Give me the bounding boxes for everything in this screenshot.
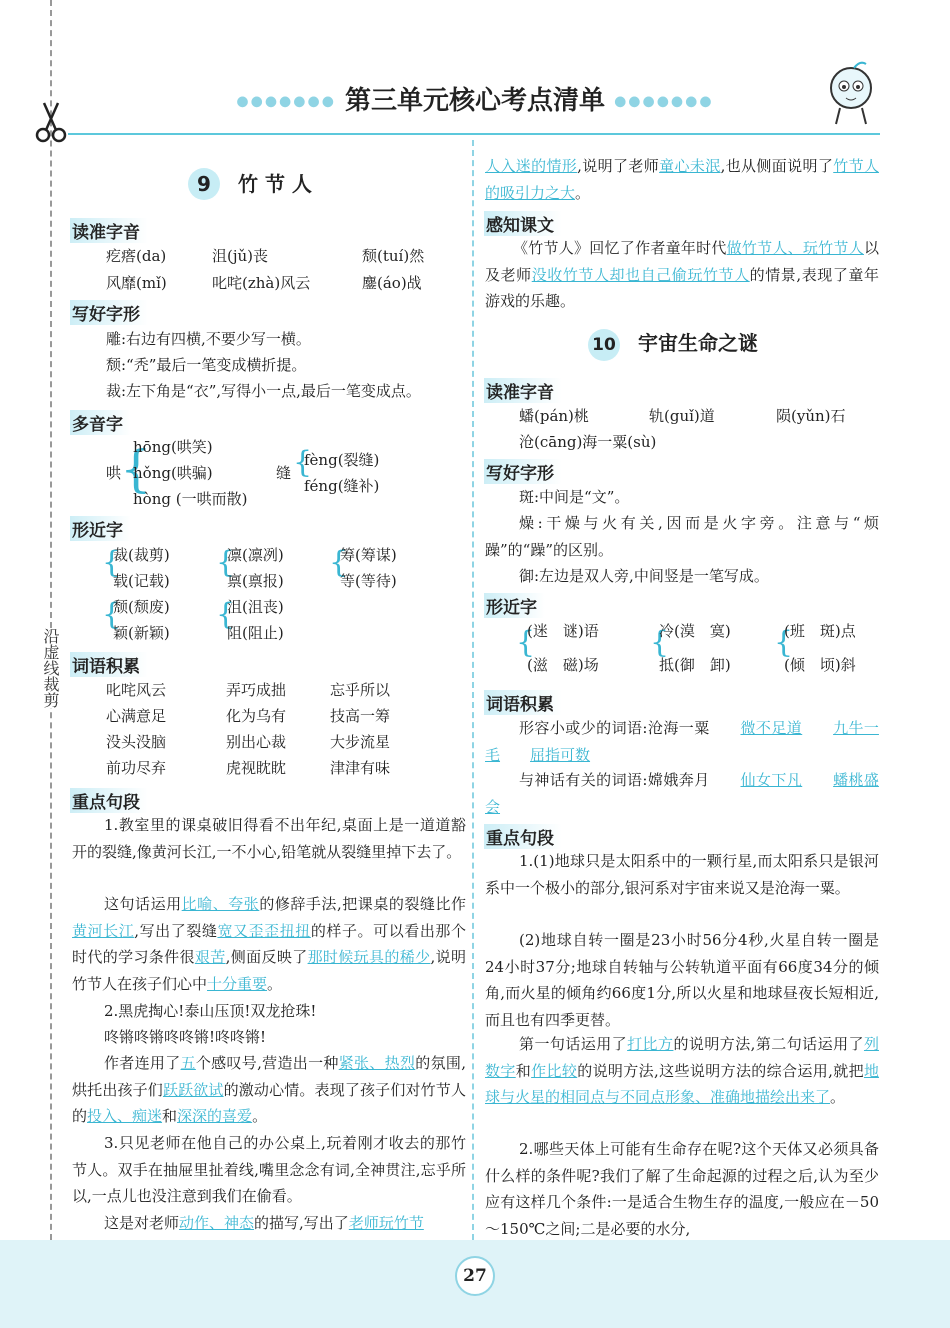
answer-blank: 蟠桃盛会 (485, 771, 879, 816)
text: 这句话运用 (104, 895, 182, 913)
text: 的说明方法,这些说明方法的综合运用,就把 (577, 1061, 864, 1080)
answer-blank: 艰苦 (194, 948, 226, 966)
text: 。 (830, 1088, 846, 1106)
page-number: 27 (455, 1256, 495, 1296)
answer-blank: 黄河长江 (72, 921, 135, 940)
answer-blank: 比喻、夸张 (181, 895, 260, 913)
analysis-paragraph (485, 715, 879, 768)
word-item: 别出心裁 (226, 733, 287, 751)
text: 。 (575, 183, 591, 202)
analysis-paragraph (485, 1031, 879, 1111)
word-item: 前功尽弃 (106, 759, 167, 777)
text: 第一句话运用了 (519, 1035, 628, 1053)
section-heading: 写好字形 (70, 300, 148, 325)
brace-icon: { (216, 597, 236, 632)
brace-icon: { (650, 625, 670, 660)
char-item: 凛(凛冽) (227, 546, 284, 564)
section-heading: 词语积累 (70, 652, 148, 677)
pinyin-item: 轨(guǐ)道 (649, 407, 715, 425)
answer-blank: 老师玩竹节 (348, 1214, 424, 1232)
pinyin-item: 叱咤(zhà)风云 (212, 274, 311, 292)
brace-icon: { (516, 625, 536, 660)
text: 作者连用了 (104, 1054, 181, 1072)
lesson-10-heading (588, 327, 758, 361)
answer-blank: 那时候玩具的稀少 (307, 948, 431, 966)
answer-blank: 列数字 (485, 1035, 879, 1080)
paragraph: 燥:干燥与火有关,因而是火字旁。注意与“烦躁”的“躁”的区别。 (485, 514, 879, 559)
analysis-paragraph (485, 767, 879, 820)
text: 的激动心情。表现了孩子们对竹节人的 (72, 1080, 466, 1125)
answer-blank: 紧张、热烈 (338, 1054, 416, 1072)
text: 的氛围,烘托出孩子们 (72, 1054, 466, 1099)
char-item: 裁(裁剪) (113, 546, 170, 564)
text: 这是对老师 (104, 1214, 180, 1232)
pinyin-item: 陨(yǔn)石 (776, 407, 846, 425)
lesson-title: 竹 节 人 (238, 172, 312, 196)
word-item: 叱咤风云 (106, 681, 167, 699)
section-heading: 读准字音 (70, 218, 148, 243)
text: 和 (515, 1061, 532, 1080)
char-item: 沮(沮丧) (227, 598, 284, 616)
text: ,侧面反映了 (225, 948, 308, 966)
answer-blank: 五 (180, 1054, 196, 1072)
lesson-title: 宇宙生命之谜 (638, 331, 758, 355)
reading-item: hōng(哄笑) (133, 438, 213, 456)
word-item: 心满意足 (106, 707, 167, 725)
paragraph: 3.只见老师在他自己的办公桌上,玩着刚才收去的那竹节人。双手在抽屉里扯着线,嘴里念念有词,全神贯注,忘乎所以,一点儿也没注意到我们在偷看。 (72, 1134, 466, 1205)
lesson-number: 9 (188, 168, 220, 200)
answer-blank: 动作、神态 (179, 1214, 255, 1232)
answer-blank: 作比较 (531, 1061, 578, 1080)
paragraph: 2.哪些天体上可能有生命存在呢?这个天体又必须具备什么样的条件呢?我们了解了生命起源的过程之后,认为至少应有这样几个条件:一是适合生物生存的温度,一般应在－50～150℃之间;二是必要的水分, (485, 1140, 879, 1238)
word-item: 大步流星 (330, 733, 391, 751)
text-line: 御:左边是双人旁,中间竖是一笔写成。 (519, 567, 769, 585)
text: 以及老师 (485, 239, 879, 284)
answer-blank: 人入迷的情形 (485, 157, 578, 175)
char-item: 阻(阻止) (227, 624, 284, 642)
section-heading: 读准字音 (484, 378, 562, 403)
answer-blank: 宽又歪歪扭扭 (217, 921, 311, 940)
analysis-paragraph (485, 235, 879, 315)
char-item: 等(等待) (340, 572, 397, 590)
pinyin-item: 疙瘩(da) (106, 247, 167, 265)
text-line: 颓:“秃”最后一笔变成横折提。 (106, 356, 307, 374)
char-item: (迷 谜)语 (527, 622, 599, 640)
text-line: 裁:左下角是“衣”,写得小一点,最后一笔变成点。 (106, 382, 421, 400)
section-heading: 词语积累 (484, 690, 562, 715)
answer-blank: 仙女下凡 (740, 771, 803, 789)
lesson-9-heading (188, 168, 312, 200)
text: 。 (267, 974, 283, 993)
answer-blank: 九牛一毛 (485, 719, 879, 764)
char-item: 颓(颓废) (113, 598, 170, 616)
section-heading: 感知课文 (484, 211, 562, 236)
reading-item: fèng(裂缝) (304, 451, 380, 469)
reading-item: hòng (一哄而散) (133, 490, 248, 508)
text: 。 (252, 1107, 268, 1125)
brace-icon: { (216, 545, 236, 580)
text: 的情景,表现了童年游戏的乐趣。 (485, 265, 879, 310)
page-title-bar: ●●●●●●● 第三单元核心考点清单 ●●●●●●● (236, 86, 714, 116)
text: 的修辞手法,把课桌的裂缝比作 (259, 895, 466, 913)
word-item: 虎视眈眈 (226, 759, 287, 777)
char-item: 颖(新颖) (113, 624, 170, 642)
brace-icon: { (293, 445, 313, 480)
pinyin-item: 沧(cāng)海一粟(sù) (519, 433, 657, 451)
answer-blank: 屈指可数 (530, 745, 591, 764)
text: ,也从侧面说明了 (720, 157, 834, 175)
brace-icon: { (120, 440, 152, 498)
answer-blank: 十分重要 (207, 974, 268, 993)
pinyin-item: 蟠(pán)桃 (519, 407, 589, 425)
answer-blank: 没收竹节人却也自己偷玩竹节人 (531, 265, 750, 284)
word-item: 弄巧成拙 (226, 681, 287, 699)
answer-blank: 投入、痴迷 (87, 1107, 163, 1125)
char-item: 抵(御 卸) (659, 656, 731, 674)
text: 和 (162, 1107, 178, 1125)
brace-icon: { (774, 625, 794, 660)
cut-line (50, 0, 52, 1250)
word-item: 技高一筹 (330, 707, 391, 725)
char-item: 冷(漠 寞) (659, 622, 731, 640)
text: ,写出了裂缝 (134, 921, 218, 940)
text: 《竹节人》回忆了作者童年时代 (513, 239, 727, 257)
answer-blank: 地球与火星的相同点与不同点形象、准确地描绘出来了 (485, 1061, 879, 1106)
mascot-icon (818, 58, 884, 130)
section-heading: 重点句段 (70, 788, 148, 813)
text-line: 斑:中间是“文”。 (519, 488, 630, 506)
text: 的说明方法,第二句话运用了 (673, 1035, 864, 1053)
analysis-paragraph (485, 153, 879, 206)
char-item: 载(记载) (113, 572, 170, 590)
char-item: 筹(筹谋) (340, 546, 397, 564)
text: 形容小或少的词语:沧海一粟 (519, 719, 710, 737)
column-divider (472, 140, 474, 1240)
answer-blank: 深深的喜爱 (177, 1107, 253, 1125)
reading-item: hǒng(哄骗) (133, 464, 213, 482)
paragraph: 1.(1)地球只是太阳系中的一颗行星,而太阳系只是银河系中一个极小的部分,银河系对宇宙来说又是沧海一粟。 (485, 852, 879, 897)
polyphone-char: 哄 (106, 464, 122, 482)
char-item: (倾 顷)斜 (784, 656, 856, 674)
paragraph: (2)地球自转一圈是23小时56分4秒,火星自转一圈是24小时37分;地球自转轴与公转轨道平面有66度34分的倾角,而火星的倾角约66度1分,所以火星和地球昼夜长短相近,而且也有四季更替。 (485, 931, 879, 1029)
brace-icon: { (329, 545, 349, 580)
lesson-number: 10 (588, 329, 620, 361)
section-heading: 形近字 (70, 516, 131, 541)
answer-blank: 童心未泯 (659, 157, 721, 175)
answer-blank: 微不足道 (740, 719, 803, 737)
char-item: (滋 磁)场 (527, 656, 599, 674)
char-item: 禀(禀报) (227, 572, 284, 590)
text-line: 雕:右边有四横,不要少写一横。 (106, 330, 311, 348)
brace-icon: { (102, 597, 122, 632)
page-title: 第三单元核心考点清单 (344, 86, 605, 116)
pinyin-item: 沮(jǔ)丧 (212, 247, 269, 265)
polyphone-char: 缝 (276, 464, 292, 482)
text: 与神话有关的词语:嫦娥奔月 (519, 771, 710, 789)
word-item: 没头没脑 (106, 733, 167, 751)
brace-icon: { (102, 545, 122, 580)
answer-blank: 跃跃欲试 (162, 1080, 224, 1099)
answer-blank: 竹节人的吸引力之大 (485, 157, 879, 202)
pinyin-item: 颓(tuí)然 (362, 247, 425, 265)
text: 的描写,写出了 (254, 1214, 349, 1232)
pinyin-item: 鏖(áo)战 (362, 274, 422, 292)
paragraph: 1.教室里的课桌破旧得看不出年纪,桌面上是一道道豁开的裂缝,像黄河长江,一不小心,铅笔就从裂缝里掉下去了。 (72, 816, 466, 861)
section-heading: 重点句段 (484, 824, 562, 849)
pinyin-item: 风靡(mǐ) (106, 274, 167, 292)
char-item: (班 斑)点 (784, 622, 856, 640)
text: ,说明竹节人在孩子们心中 (72, 948, 466, 993)
section-heading: 多音字 (70, 410, 131, 435)
section-heading: 形近字 (484, 593, 545, 618)
word-item: 忘乎所以 (330, 681, 391, 699)
analysis-paragraph (72, 1210, 466, 1237)
word-item: 化为乌有 (226, 707, 287, 725)
cut-along-dashed-line-label: 沿虚线裁剪 (41, 628, 60, 708)
analysis-paragraph (72, 891, 466, 997)
text: ,说明了老师 (577, 157, 660, 175)
header-divider (68, 133, 880, 135)
text-line: 咚锵咚锵咚咚锵!咚咚锵! (104, 1028, 267, 1046)
reading-item: féng(缝补) (304, 477, 380, 495)
answer-blank: 做竹节人、玩竹节人 (726, 239, 864, 257)
text-line: 2.黑虎掏心!泰山压顶!双龙抢珠! (104, 1002, 317, 1020)
text: 的样子。可以看出那个时代的学习条件很 (72, 921, 466, 966)
analysis-paragraph (72, 1050, 466, 1130)
section-heading: 写好字形 (484, 459, 562, 484)
word-item: 津津有味 (330, 759, 391, 777)
text: 个感叹号,营造出一种 (195, 1054, 339, 1072)
answer-blank: 打比方 (627, 1035, 674, 1053)
